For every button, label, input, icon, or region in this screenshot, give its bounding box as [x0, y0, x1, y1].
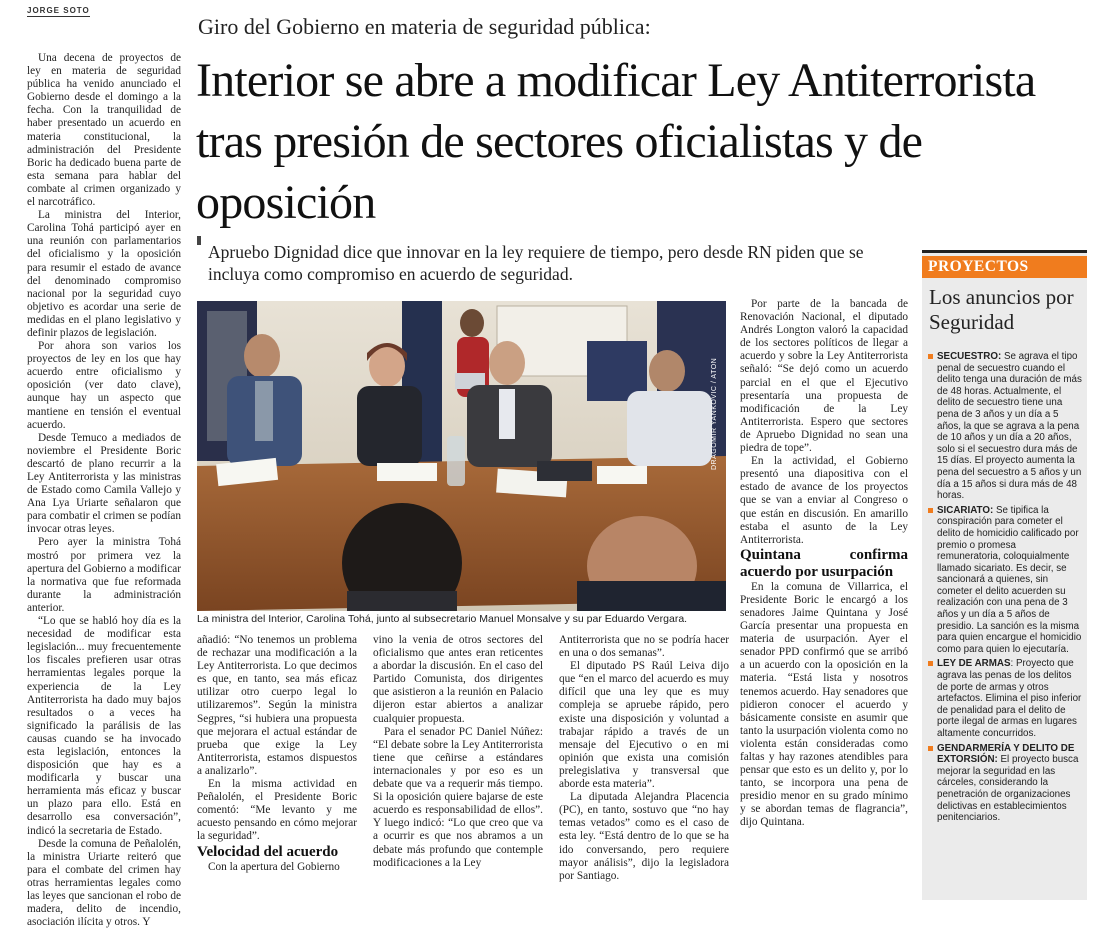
byline: JORGE SOTO	[27, 6, 90, 15]
photo-caption: La ministra del Interior, Carolina Tohá, junto al subsecretario Manuel Monsalve y su par Eduardo Vergara.	[197, 613, 688, 625]
article-column-5	[740, 298, 908, 830]
item-text: Se agrava el tipo penal de secuestro cuando el delito tenga una duración de más de 48 horas. Actualmente, el delito de secuestro tiene una pena de 3 años y un día a 5 años, la que se agrava a la pena de 10 años y un día a 20 años, solo si el secuestro dura más de 15 días. El proyecto aumenta la pena del secuestro a 5 años y un día a 15 años si dura más de 48 horas.	[937, 351, 1082, 502]
paragraph: Para el senador PC Daniel Núñez: “El debate sobre la Ley Antiterrorista tiene que ceñirse a estándares internacionales y por eso es un debate que va a requerir más tiempo. Si la oposición quiere bajarse de este acuerdo es responsabilidad de ellos”. Y luego indicó: “Lo que creo que va a ocurrir es que nos abramos a un debate más profundo que contemple modificaciones a la Ley	[373, 725, 543, 869]
paragraph: añadió: “No tenemos un problema de rechazar una modificación a la Ley Antiterrorista. Lo que decimos es que, en tanto, sea más eficaz utilizar otro cuerpo legal lo utilizaremos”. Según la ministra Segpres, “si hubiera una propuesta que mejorara el actual estándar de prueba que exige la Ley Antiterrorista, estamos dispuestos a analizarlo”.	[197, 634, 357, 777]
paragraph: En la comuna de Villarrica, el Presidente Boric le encargó a los senadores Jaime Quintana y José García presentar una propuesta en materia de usurpación. Ayer el senador PPD confirmó que se arribó a un acuerdo con la oposición en la materia. “Está lista y nosotros tenemos acuerdo. Hay senadores que pidieron conocer el acuerdo y básicamente consiste en asumir que tanto la usurpación violenta como no violenta están consideradas como faltas y hay razones atendibles para pensar que esto es un delito y, por lo tanto, se incorpora una pena de presidio menor en su grado mínimo y se abordan temas de flagrancia”, dijo Quintana.	[740, 580, 908, 829]
item-label: SECUESTRO:	[937, 351, 1002, 362]
sidebar-proyectos	[922, 250, 1087, 900]
item-text: Se tipifica la conspiración para cometer el delito de homicidio calificado por premio o promesa remuneratoria, coloquialmente llamado sicariato. Es decir, se sancionará a quienes, sin cometer el delito acuerden su realización con una pena de 3 años y un día a 5 años de presidio. La sanción es la misma para quien encargue el homicidio como para quien lo ejecutaría.	[937, 504, 1082, 655]
subhead-quintana: Quintana confirma acuerdo por usurpación	[740, 546, 908, 580]
paragraph: Por ahora son varios los proyectos de ley en los que hay acuerdo entre oficialismo y oposición (ver dato clave), aunque hay un aspecto que mantiene en tensión el eventual acuerdo.	[27, 340, 181, 431]
paragraph: Por parte de la bancada de Renovación Nacional, el diputado Andrés Longton valoró la capacidad de los sectores políticos de llegar a acuerdo y sobre la Ley Antiterrorista señaló: “Se dejó como un acuerdo parcial en el que el Ejecutivo presentaría una propuesta de modificación de la Ley Antiterrorista. Espero que sectores de Apruebo Dignidad no sean una piedra de tope”.	[740, 298, 908, 455]
meeting-photo-illustration	[197, 301, 726, 611]
paragraph: La diputada Alejandra Placencia (PC), en tanto, sostuvo que “no hay temas vetados” como es el caso de esta ley. “Está dentro de lo que se ha ido conversando, pero requiere mayor análisis”, dijo la legisladora por Santiago.	[559, 791, 729, 882]
bajada: Apruebo Dignidad dice que innovar en la ley requiere de tiempo, pero desde RN piden que se incluya como compromiso en acuerdo de seguridad.	[208, 242, 864, 284]
photo-credit: DRAGOMIR YANKOVIC / ATON	[711, 357, 718, 470]
sidebar-tag: PROYECTOS	[922, 256, 1087, 278]
article-column-3	[373, 634, 543, 870]
sidebar-title: Los anuncios por Seguridad	[929, 285, 1074, 334]
item-text: El proyecto busca mejorar la seguridad en las cárceles, considerando la penetración de organizaciones delictivas en establecimientos penitenciarios.	[937, 754, 1079, 824]
paragraph: La ministra del Interior, Carolina Tohá participó ayer en una reunión con parlamentarios del oficialismo y la oposición para resumir el estado de avance del denominado compromiso nacional por la seguridad cuyo objetivo es acordar una serie de medidas en el plano legislativo y definir plazos de legislación.	[27, 209, 181, 339]
bajada-marker	[197, 236, 201, 245]
kicker: Giro del Gobierno en materia de seguridad pública:	[198, 14, 651, 39]
paragraph: Con la apertura del Gobierno	[208, 860, 340, 873]
article-column-2	[197, 634, 357, 874]
item-label: GENDARMERÍA Y DELITO DE EXTORSIÓN:	[937, 742, 1075, 766]
paragraph: Antiterrorista que no se podría hacer en una o dos semanas”.	[559, 634, 729, 660]
list-item	[928, 743, 1082, 824]
paragraph: El diputado PS Raúl Leiva dijo que “en el marco del acuerdo es muy difícil que una ley que es muy compleja se apruebe rápido, pero existe una disposición y voluntad a trabajar rápido a través de un mensaje del Ejecutivo o en mi opinión que exista una comisión prelegislativa y transversal que aborde esta materia”.	[559, 660, 729, 791]
sidebar-rule	[922, 250, 1087, 253]
paragraph: En la actividad, el Gobierno presentó una diapositiva con el estado de avance de los proyectos que se van a enviar al Congreso o que están en discusión. En amarillo estaba el asunto de la Ley Antiterrorista.	[740, 455, 908, 546]
paragraph: vino la venia de otros sectores del oficialismo que antes eran reticentes a abordar la discusión. En el caso del Partido Comunista, dos dirigentes que asistieron a la reunión en Palacio dijeron estar abiertos a analizar cualquier propuesta.	[373, 634, 543, 725]
item-label: SICARIATO:	[937, 504, 994, 516]
article-column-4	[559, 634, 729, 883]
sidebar-list	[928, 351, 1082, 827]
paragraph: Una decena de proyectos de ley en materia de seguridad pública ha venido anunciado el Gobierno desde el domingo a la fecha. Con la tranquilidad de haber presentado un acuerdo en materia constitucional, la administración del Presidente Boric ha dedicado buena parte de esta semana para hablar del combate al crimen organizado y el narcotráfico.	[27, 52, 181, 209]
paragraph: Desde la comuna de Peñalolén, la ministra Uriarte reiteró que para el combate del crimen hay otras herramientas legales como las leyes que sancionan el robo de madera, delito de incendio, asociación ilícita y otros. Y	[27, 837, 181, 929]
subhead-velocidad: Velocidad del acuerdo	[197, 843, 339, 860]
news-photo	[197, 301, 726, 611]
paragraph: En la misma actividad en Peñalolén, el Presidente Boric comentó: “Me levanto y me acuesto pensando en cómo mejorar la seguridad”.	[197, 778, 357, 843]
list-item	[928, 658, 1082, 739]
paragraph: “Lo que se habló hoy día es la necesidad de modificar esta legislación... muy frecuentemente los fiscales prefieren usar otras herramientas legales porque la experiencia de la Ley Antiterrorista ha dado muy bajos resultados o a veces ha significado la parálisis de las causas cuando se ha invocado esta legislación, entonces la disposición que hay es a modificarla y buscar una herramienta más eficaz y buscar un plazo para ello. Está en desarrollo esa conversación”, indicó la secretaria de Estado.	[27, 615, 181, 837]
article-column-1	[27, 52, 181, 929]
paragraph: Pero ayer la ministra Tohá mostró por primera vez la apertura del Gobierno a modificar la normativa que fue reformada durante la administración anterior.	[27, 536, 181, 614]
paragraph: Desde Temuco a mediados de noviembre el Presidente Boric descartó de plano recurrir a la Ley Antiterrorista y las ministras de Estado como Camila Vallejo y Ana Lya Uriarte señalaron que para combatir el crimen se podían invocar otras leyes.	[27, 431, 181, 536]
item-text: : Proyecto que agrava las penas de los delitos de porte de armas y otros artefactos. Elimina el piso inferior de penalidad para el delito de porte ilegal de armas en lugares altamente concurridos.	[937, 658, 1082, 739]
item-label: LEY DE ARMAS	[937, 658, 1011, 670]
list-item	[928, 351, 1082, 502]
list-item	[928, 505, 1082, 656]
headline: Interior se abre a modificar Ley Antiterrorista tras presión de sectores oficialistas y de oposición	[196, 54, 1036, 229]
